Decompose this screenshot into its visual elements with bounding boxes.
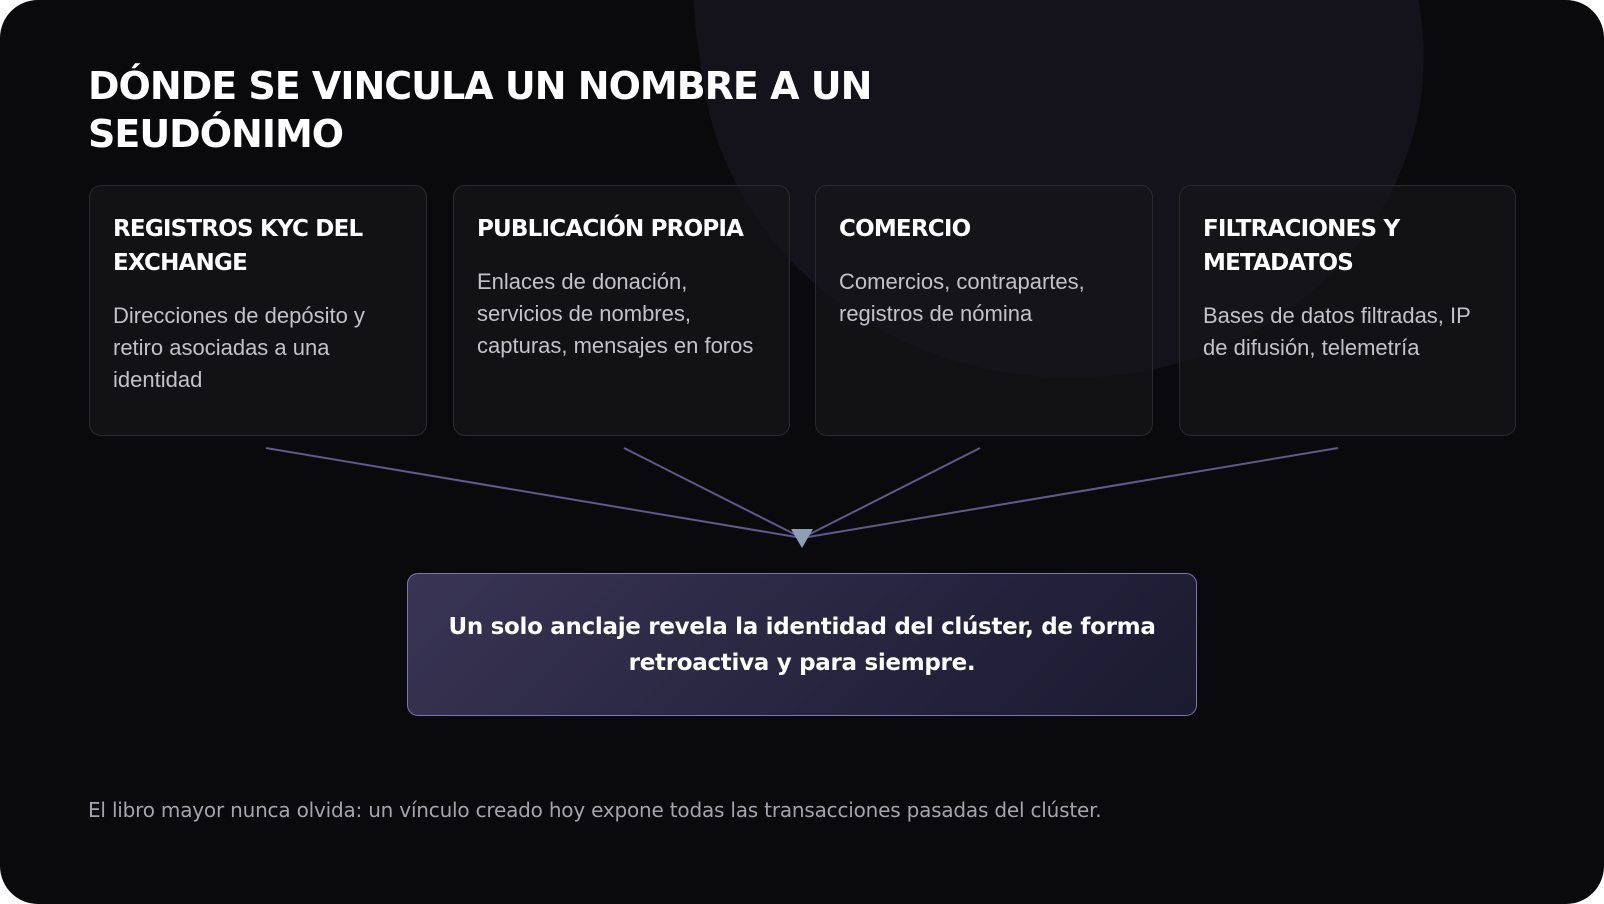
connector-line bbox=[266, 448, 802, 538]
conclusion-text: Un solo anclaje revela la identidad del clúster, de forma retroactiva y para siempre. bbox=[448, 613, 1156, 676]
source-card-description: Bases de datos filtradas, IP de difusión, telemetría bbox=[1203, 303, 1471, 360]
conclusion-box bbox=[407, 573, 1197, 716]
source-card-description: Comercios, contrapartes, registros de nómina bbox=[839, 269, 1085, 326]
source-card-title: REGISTROS KYC DEL EXCHANGE bbox=[113, 216, 363, 276]
connector-line bbox=[802, 448, 1338, 538]
source-card-description: Direcciones de depósito y retiro asociadas a una identidad bbox=[113, 303, 365, 392]
source-card-title: COMERCIO bbox=[839, 216, 971, 242]
connector-line bbox=[802, 448, 980, 538]
source-card-description: Enlaces de donación, servicios de nombres, capturas, mensajes en foros bbox=[477, 269, 754, 358]
connector-line bbox=[624, 448, 802, 538]
footer-note: El libro mayor nunca olvida: un vínculo creado hoy expone todas las transacciones pasadas del clúster. bbox=[88, 798, 1102, 822]
source-card-title: FILTRACIONES Y METADATOS bbox=[1203, 216, 1400, 276]
source-card-title: PUBLICACIÓN PROPIA bbox=[477, 216, 744, 242]
slide-title: DÓNDE SE VINCULA UN NOMBRE A UN SEUDÓNIMO bbox=[88, 64, 872, 156]
arrowhead-icon bbox=[791, 529, 813, 548]
